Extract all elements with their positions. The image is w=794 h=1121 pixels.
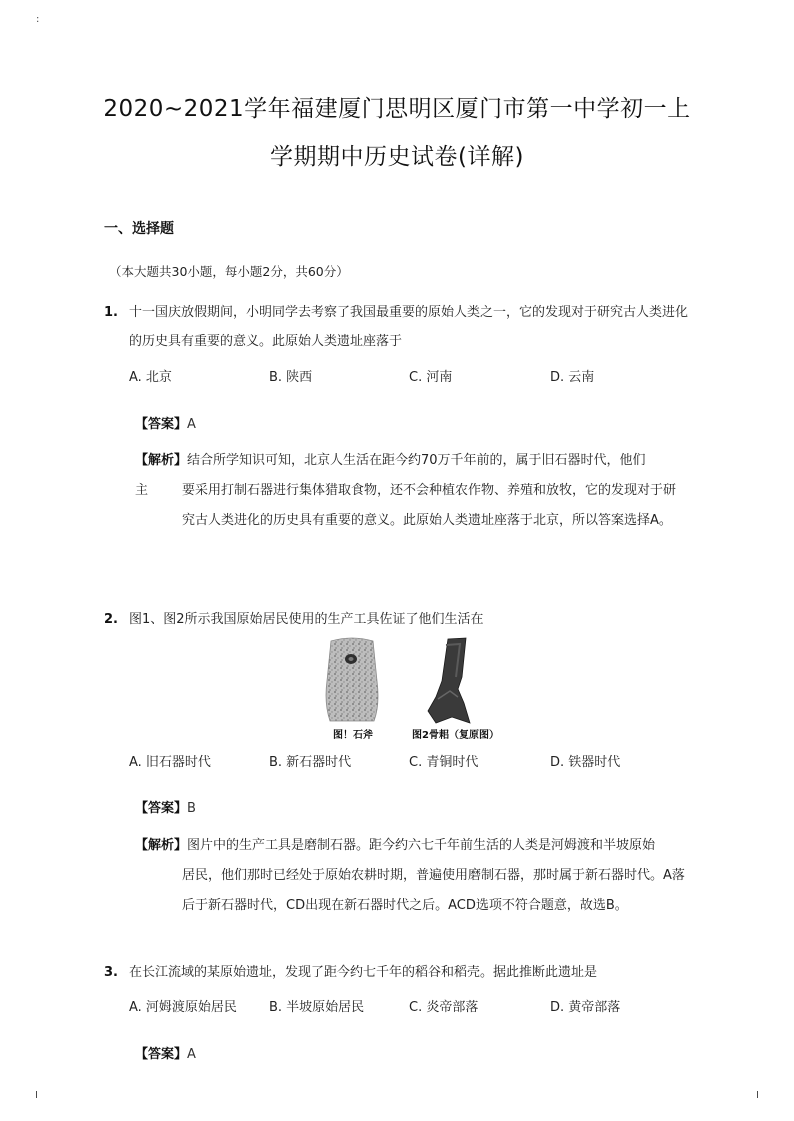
explanation-block — [135, 831, 695, 861]
figure-caption-1: 图！石斧 — [333, 730, 373, 741]
question-text: 在长江流域的某原始遗址，发现了距今约七千年的稻谷和稻壳。据此推断此遗址是 — [129, 965, 598, 980]
option-b: B. 半坡原始居民 — [269, 1000, 365, 1015]
option-a: A. 北京 — [129, 370, 172, 385]
option-d: D. 黄帝部落 — [550, 1000, 621, 1015]
option-c: C. 河南 — [409, 370, 453, 385]
question-number: 1. — [104, 305, 118, 320]
answer-value: B — [187, 801, 196, 816]
explanation-text-first: 结合所学知识可知，北京人生活在距今约70万千年前的，属于旧石器时代，他们主 — [135, 453, 646, 498]
question-number: 2. — [104, 612, 118, 627]
question-text: 图1、图2所示我国原始居民使用的生产工具佐证了他们生活在 — [129, 612, 484, 627]
corner-mark: : — [36, 14, 40, 25]
explanation-text-rest: 要采用打制石器进行集体猎取食物，还不会种植农作物、养殖和放牧，它的发现对于研究古人类进化的历史具有重要的意义。此原始人类遗址座落于北京，所以答案选择A。 — [182, 483, 677, 528]
explanation-text-rest: 居民，他们那时已经处于原始农耕时期，普遍使用磨制石器，那时属于新石器时代。A落后于新石器时代，CD出现在新石器时代之后。ACD选项不符合题意，故选B。 — [182, 868, 685, 913]
stone-axe-figure — [322, 637, 382, 723]
answer-block — [135, 797, 196, 816]
option-c: C. 炎帝部落 — [409, 1000, 479, 1015]
answer-block — [135, 1043, 196, 1062]
footer-mark-right: I — [756, 1090, 759, 1101]
option-b: B. 陕西 — [269, 370, 313, 385]
answer-label: 【答案】 — [135, 1047, 188, 1062]
page-title-line1: 2020~2021学年福建厦门思明区厦门市第一中学初一上 — [103, 96, 691, 122]
bone-spade-figure — [424, 637, 476, 725]
explanation-label: 【解析】 — [135, 838, 188, 853]
answer-label: 【答案】 — [135, 801, 188, 816]
answer-block — [135, 413, 196, 432]
answer-label: 【答案】 — [135, 417, 188, 432]
explanation-label: 【解析】 — [135, 453, 188, 468]
option-d: D. 铁器时代 — [550, 755, 621, 770]
figure-caption-2: 图2骨耜（复原图） — [412, 730, 499, 741]
page-title-line2: 学期期中历史试卷(详解) — [270, 144, 524, 170]
option-b: B. 新石器时代 — [269, 755, 352, 770]
section-title: 一、选择题 — [104, 221, 174, 237]
option-c: C. 青铜时代 — [409, 755, 479, 770]
section-note: （本大题共30小题，每小题2分，共60分） — [109, 264, 349, 279]
option-a: A. 河姆渡原始居民 — [129, 1000, 237, 1015]
explanation-text-first: 图片中的生产工具是磨制石器。距今约六七千年前生活的人类是河姆渡和半坡原始 — [187, 838, 656, 853]
answer-value: A — [187, 417, 196, 432]
question-number: 3. — [104, 965, 118, 980]
option-a: A. 旧石器时代 — [129, 755, 211, 770]
answer-value: A — [187, 1047, 196, 1062]
question-text: 十一国庆放假期间，小明同学去考察了我国最重要的原始人类之一，它的发现对于研究古人类进化的历史具有重要的意义。此原始人类遗址座落于 — [129, 305, 689, 349]
footer-mark-left: I — [35, 1090, 38, 1101]
option-d: D. 云南 — [550, 370, 595, 385]
